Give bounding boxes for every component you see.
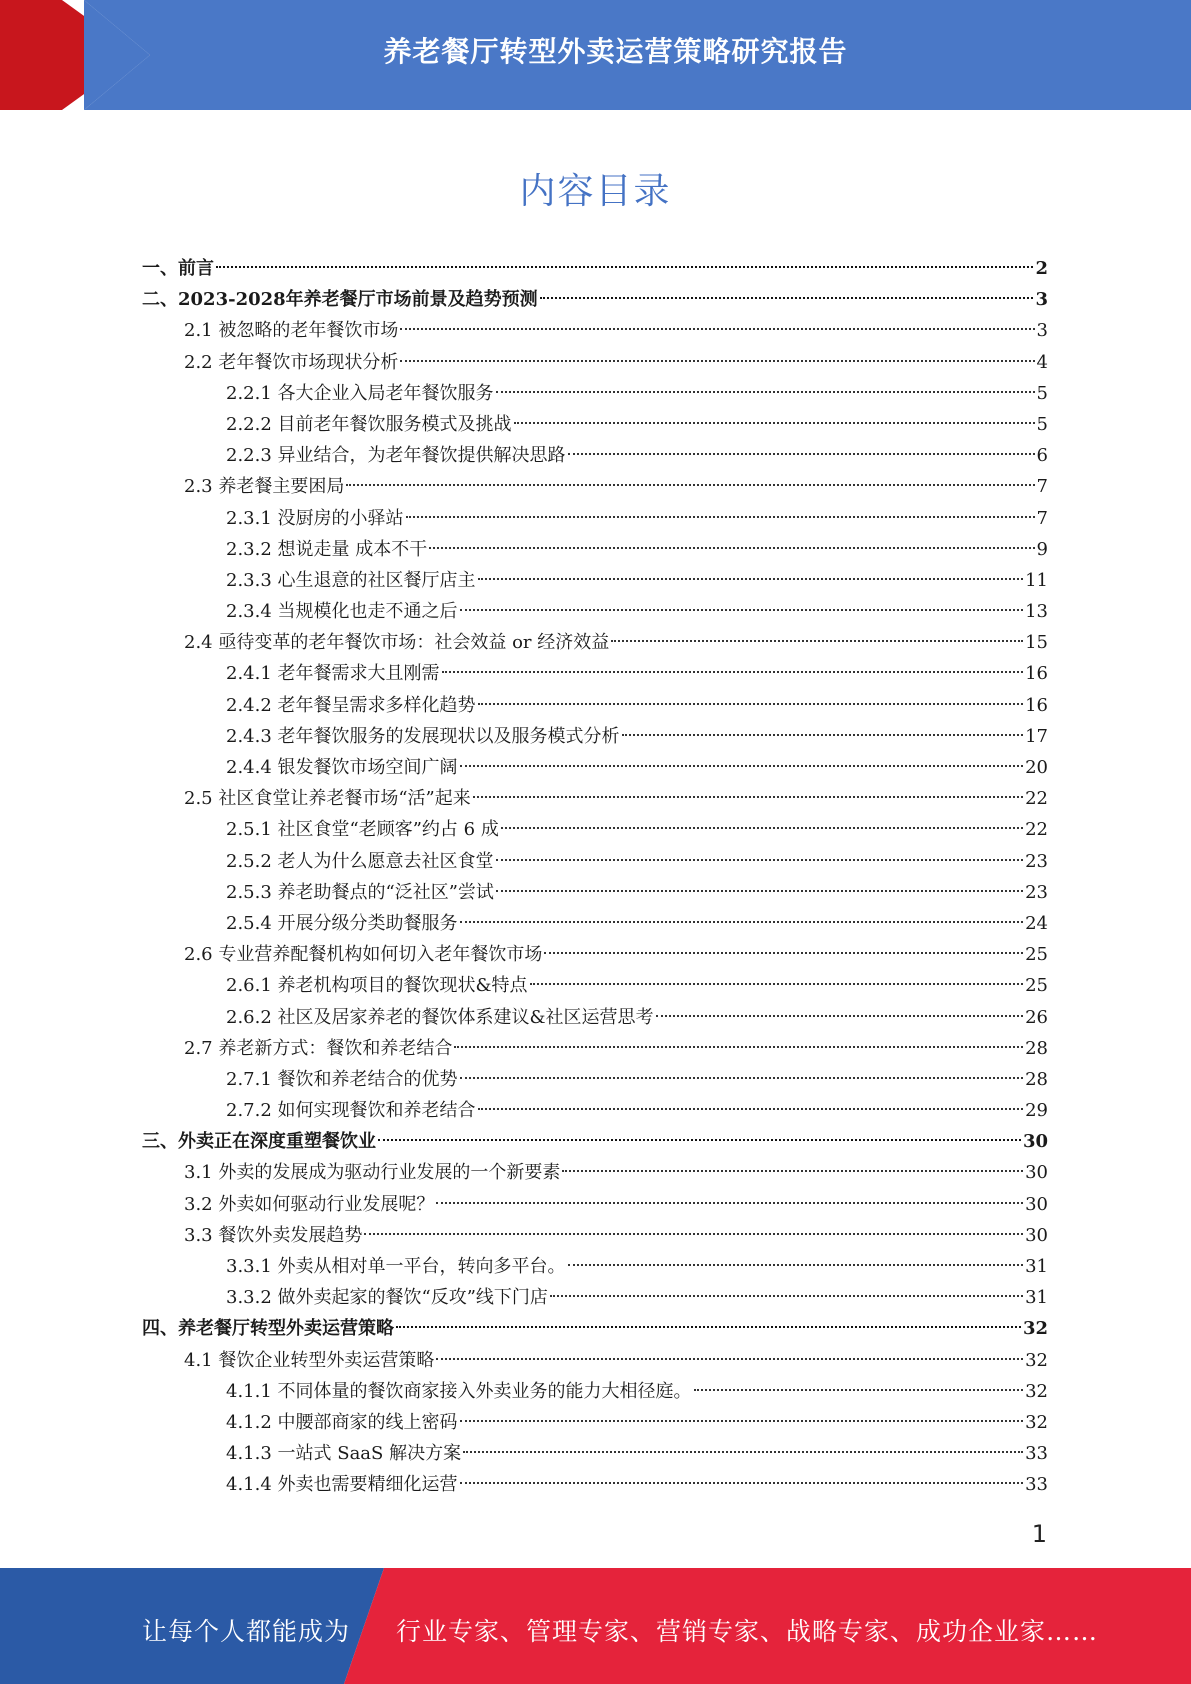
toc-entry-page: 6 — [1036, 445, 1048, 467]
toc-entry[interactable] — [142, 471, 1048, 502]
toc-entry-label: 2.7.1 餐饮和养老结合的优势 — [226, 1068, 458, 1090]
toc-entry-page: 13 — [1025, 601, 1048, 623]
toc-entry-page: 9 — [1036, 538, 1048, 560]
toc-entry-page: 29 — [1025, 1100, 1048, 1122]
toc-entry-page: 4 — [1036, 351, 1048, 373]
toc-dot-leader — [378, 1139, 1021, 1141]
toc-entry-label: 2.7 养老新方式：餐饮和养老结合 — [184, 1037, 453, 1059]
toc-dot-leader — [562, 1170, 1023, 1172]
toc-entry-label: 3.3 餐饮外卖发展趋势 — [184, 1224, 363, 1246]
toc-entry[interactable] — [142, 284, 1048, 315]
toc-entry-label: 2.4.1 老年餐需求大且刚需 — [226, 663, 440, 685]
toc-dot-leader — [656, 1015, 1024, 1017]
toc-entry-page: 26 — [1025, 1006, 1048, 1028]
toc-entry[interactable] — [142, 347, 1048, 378]
toc-entry-label: 2.2.3 异业结合，为老年餐饮提供解决思路 — [226, 445, 566, 467]
toc-entry-page: 16 — [1025, 663, 1048, 685]
toc-entry[interactable] — [142, 1189, 1048, 1220]
toc-entry-label: 2.2.2 目前老年餐饮服务模式及挑战 — [226, 413, 512, 435]
toc-entry-page: 32 — [1022, 1318, 1048, 1340]
toc-entry[interactable] — [142, 534, 1048, 565]
toc-dot-leader — [478, 578, 1024, 580]
toc-entry[interactable] — [142, 783, 1048, 814]
toc-entry[interactable] — [142, 565, 1048, 596]
page-number: 1 — [1031, 1520, 1047, 1548]
toc-entry-page: 16 — [1025, 694, 1048, 716]
toc-entry-page: 3 — [1035, 289, 1048, 311]
toc-entry[interactable] — [142, 690, 1048, 721]
toc-dot-leader — [364, 1233, 1023, 1235]
toc-entry-page: 32 — [1025, 1380, 1048, 1402]
toc-dot-leader — [568, 1264, 1024, 1266]
toc-dot-leader — [436, 1202, 1023, 1204]
toc-entry-label: 三、外卖正在深度重塑餐饮业 — [142, 1131, 376, 1153]
toc-dot-leader — [460, 765, 1024, 767]
table-of-contents — [142, 253, 1048, 1501]
toc-entry-page: 30 — [1025, 1162, 1048, 1184]
toc-entry-label: 2.2.1 各大企业入局老年餐饮服务 — [226, 382, 494, 404]
toc-entry[interactable] — [142, 658, 1048, 689]
toc-dot-leader — [622, 734, 1024, 736]
toc-dot-leader — [694, 1389, 1024, 1391]
toc-entry-label: 4.1 餐饮企业转型外卖运营策略 — [184, 1349, 435, 1371]
toc-entry-label: 2.2 老年餐饮市场现状分析 — [184, 351, 399, 373]
toc-entry-page: 15 — [1025, 632, 1048, 654]
toc-entry-label: 2.4.3 老年餐饮服务的发展现状以及服务模式分析 — [226, 725, 620, 747]
toc-entry-page: 22 — [1025, 819, 1048, 841]
toc-entry-page: 3 — [1036, 320, 1048, 342]
toc-entry[interactable] — [142, 814, 1048, 845]
toc-dot-leader — [463, 1451, 1023, 1453]
toc-entry-page: 7 — [1036, 476, 1048, 498]
toc-entry[interactable] — [142, 1002, 1048, 1033]
toc-entry[interactable] — [142, 1095, 1048, 1126]
toc-entry[interactable] — [142, 253, 1048, 284]
toc-entry-label: 2.4 亟待变革的老年餐饮市场：社会效益 or 经济效益 — [184, 632, 610, 654]
toc-entry-label: 2.5.2 老人为什么愿意去社区食堂 — [226, 850, 494, 872]
toc-entry-page: 17 — [1025, 725, 1048, 747]
toc-entry-page: 32 — [1025, 1411, 1048, 1433]
toc-entry-label: 3.3.1 外卖从相对单一平台，转向多平台。 — [226, 1256, 566, 1277]
toc-dot-leader — [460, 1077, 1024, 1079]
toc-dot-leader — [400, 360, 1034, 362]
toc-dot-leader — [396, 1326, 1021, 1328]
toc-entry[interactable] — [142, 752, 1048, 783]
toc-entry-page: 31 — [1025, 1287, 1048, 1309]
toc-entry[interactable] — [142, 440, 1048, 471]
toc-entry[interactable] — [142, 1282, 1048, 1313]
toc-entry-label: 二、2023-2028年养老餐厅市场前景及趋势预测 — [142, 289, 538, 311]
toc-entry[interactable] — [142, 1064, 1048, 1095]
toc-entry[interactable] — [142, 1376, 1048, 1407]
toc-dot-leader — [460, 921, 1024, 923]
toc-entry-label: 2.7.2 如何实现餐饮和养老结合 — [226, 1100, 476, 1122]
footer-tagline: 行业专家、管理专家、营销专家、战略专家、成功企业家…… — [396, 1617, 1099, 1646]
toc-dot-leader — [544, 952, 1023, 954]
toc-entry-page: 28 — [1025, 1037, 1048, 1059]
toc-dot-leader — [400, 328, 1034, 330]
toc-dot-leader — [478, 1108, 1024, 1110]
toc-entry-label: 2.5.3 养老助餐点的“泛社区”尝试 — [226, 881, 494, 903]
toc-dot-leader — [346, 484, 1034, 486]
toc-entry[interactable] — [142, 908, 1048, 939]
toc-entry-page: 30 — [1025, 1193, 1048, 1215]
toc-entry[interactable] — [142, 596, 1048, 627]
toc-dot-leader — [514, 422, 1035, 424]
toc-entry-label: 2.3 养老餐主要困局 — [184, 476, 345, 498]
toc-entry-page: 20 — [1025, 757, 1048, 778]
toc-entry[interactable] — [142, 627, 1048, 658]
toc-entry-page: 32 — [1025, 1349, 1048, 1371]
toc-entry-label: 2.1 被忽略的老年餐饮市场 — [184, 320, 399, 342]
toc-entry-label: 2.3.2 想说走量 成本不干 — [226, 538, 428, 560]
toc-entry-page: 25 — [1025, 975, 1048, 997]
toc-entry[interactable] — [142, 1313, 1048, 1344]
toc-entry[interactable] — [142, 1157, 1048, 1188]
toc-entry-label: 2.6.2 社区及居家养老的餐饮体系建议&社区运营思考 — [226, 1006, 654, 1028]
toc-entry-page: 28 — [1025, 1068, 1048, 1090]
toc-entry-page: 33 — [1025, 1443, 1048, 1465]
toc-entry[interactable] — [142, 1438, 1048, 1469]
toc-dot-leader — [478, 703, 1024, 705]
toc-dot-leader — [429, 547, 1034, 549]
toc-dot-leader — [473, 796, 1023, 798]
toc-entry[interactable] — [142, 315, 1048, 346]
toc-entry[interactable] — [142, 877, 1048, 908]
toc-dot-leader — [436, 1358, 1023, 1360]
toc-entry-page: 5 — [1036, 413, 1048, 435]
toc-entry-page: 22 — [1025, 788, 1048, 810]
toc-entry-page: 25 — [1025, 944, 1048, 966]
toc-dot-leader — [496, 391, 1035, 393]
toc-entry-label: 2.6.1 养老机构项目的餐饮现状&特点 — [226, 975, 528, 997]
toc-heading: 内容目录 — [519, 171, 672, 212]
toc-dot-leader — [442, 671, 1024, 673]
toc-entry-page: 30 — [1025, 1224, 1048, 1246]
toc-entry-page: 23 — [1025, 850, 1048, 872]
toc-entry[interactable] — [142, 1469, 1048, 1500]
toc-dot-leader — [501, 827, 1023, 829]
toc-dot-leader — [460, 1482, 1024, 1484]
toc-dot-leader — [568, 453, 1035, 455]
toc-entry[interactable] — [142, 1126, 1048, 1157]
toc-entry[interactable] — [142, 1251, 1048, 1282]
toc-entry[interactable] — [142, 1033, 1048, 1064]
toc-entry[interactable] — [142, 503, 1048, 534]
toc-entry-label: 3.2 外卖如何驱动行业发展呢？ — [184, 1193, 435, 1215]
toc-dot-leader — [496, 890, 1023, 892]
toc-entry-label: 2.3.3 心生退意的社区餐厅店主 — [226, 569, 476, 591]
toc-entry[interactable] — [142, 939, 1048, 970]
toc-dot-leader — [540, 297, 1034, 299]
toc-entry-label: 2.4.2 老年餐呈需求多样化趋势 — [226, 694, 476, 716]
toc-entry-label: 一、前言 — [142, 258, 214, 279]
toc-entry-label: 2.4.4 银发餐饮市场空间广阔 — [226, 757, 458, 778]
toc-entry-label: 2.3.4 当规模化也走不通之后 — [226, 601, 458, 623]
toc-entry[interactable] — [142, 721, 1048, 752]
toc-dot-leader — [611, 640, 1023, 642]
toc-entry-label: 2.6 专业营养配餐机构如何切入老年餐饮市场 — [184, 944, 543, 966]
toc-entry-page: 30 — [1022, 1131, 1048, 1153]
toc-entry-label: 4.1.2 中腰部商家的线上密码 — [226, 1411, 458, 1433]
toc-entry-page: 7 — [1036, 507, 1048, 529]
toc-dot-leader — [460, 609, 1024, 611]
toc-entry-page: 23 — [1025, 881, 1048, 903]
toc-dot-leader — [550, 1295, 1023, 1297]
toc-dot-leader — [496, 859, 1024, 861]
toc-entry-label: 4.1.1 不同体量的餐饮商家接入外卖业务的能力大相径庭。 — [226, 1380, 692, 1402]
toc-entry-page: 5 — [1036, 382, 1048, 404]
toc-entry[interactable] — [142, 1345, 1048, 1376]
toc-entry-label: 3.1 外卖的发展成为驱动行业发展的一个新要素 — [184, 1162, 561, 1184]
toc-entry-label: 2.5 社区食堂让养老餐市场“活”起来 — [184, 788, 471, 810]
toc-dot-leader — [530, 983, 1024, 985]
toc-entry[interactable] — [142, 409, 1048, 440]
toc-entry-page: 24 — [1025, 912, 1048, 934]
toc-entry-page: 31 — [1025, 1256, 1048, 1277]
toc-dot-leader — [454, 1046, 1023, 1048]
toc-entry[interactable] — [142, 1407, 1048, 1438]
toc-entry-label: 4.1.4 外卖也需要精细化运营 — [226, 1474, 458, 1496]
toc-entry-label: 4.1.3 一站式 SaaS 解决方案 — [226, 1443, 462, 1465]
toc-entry-page: 33 — [1025, 1474, 1048, 1496]
header-band — [0, 0, 1191, 110]
report-title: 养老餐厅转型外卖运营策略研究报告 — [383, 35, 848, 68]
toc-entry[interactable] — [142, 846, 1048, 877]
toc-entry-label: 2.5.4 开展分级分类助餐服务 — [226, 912, 458, 934]
toc-dot-leader — [406, 516, 1035, 518]
toc-dot-leader — [216, 266, 1033, 268]
toc-entry-page: 2 — [1035, 258, 1048, 279]
toc-entry[interactable] — [142, 970, 1048, 1001]
toc-entry[interactable] — [142, 1220, 1048, 1251]
toc-entry-label: 2.5.1 社区食堂“老顾客”约占 6 成 — [226, 819, 499, 841]
toc-entry-label: 2.3.1 没厨房的小驿站 — [226, 507, 404, 529]
toc-entry-label: 四、养老餐厅转型外卖运营策略 — [142, 1318, 394, 1340]
toc-entry[interactable] — [142, 378, 1048, 409]
footer-slogan: 让每个人都能成为 — [142, 1617, 351, 1646]
toc-entry-page: 11 — [1025, 569, 1048, 591]
toc-dot-leader — [460, 1420, 1024, 1422]
toc-entry-label: 3.3.2 做外卖起家的餐饮“反攻”线下门店 — [226, 1287, 548, 1309]
